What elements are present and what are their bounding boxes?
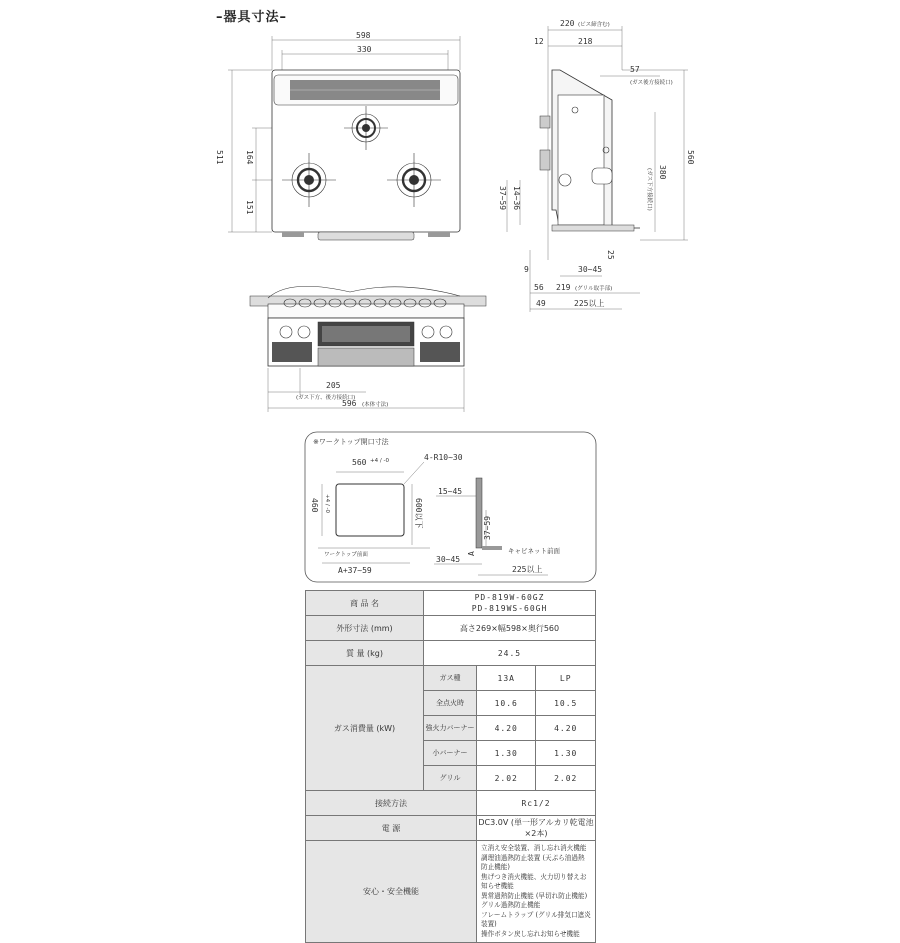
connect-label: 接続方法 (306, 791, 477, 816)
dim-49: 49 (536, 299, 546, 308)
gas-row-label: 小バーナー (424, 741, 477, 766)
dim-225: 225以上 (574, 299, 605, 308)
cutout-cabinet: キャビネット前面 (508, 547, 560, 555)
spec-row-connect (306, 791, 596, 816)
cutout-d30-45: 30~45 (436, 555, 461, 564)
cutout-box (305, 432, 596, 582)
dim-596-note: (本体寸法) (362, 402, 389, 408)
dim-380: 380 (658, 165, 667, 180)
gas-13a: 2.02 (477, 766, 536, 791)
gas-lp: 10.5 (536, 691, 596, 716)
safety-list (477, 841, 596, 943)
gas-13a: 4.20 (477, 716, 536, 741)
safety-item: 立消え安全装置、消し忘れ消火機能 (481, 844, 587, 852)
dim-164: 164 (245, 150, 254, 165)
top-view-drawing (215, 31, 460, 240)
connect-value: Rc1/2 (477, 791, 596, 816)
cutout-inner: 600以下 (414, 498, 423, 529)
dim-511: 511 (215, 150, 224, 165)
weight-value: 24.5 (424, 641, 596, 666)
safety-item: 操作ボタン戻し忘れお知らせ機能 (481, 929, 580, 938)
spec-row-weight (306, 641, 596, 666)
spec-row-product (306, 591, 596, 616)
gas-row-label: 全点火時 (424, 691, 477, 716)
side-view-drawing (498, 19, 695, 312)
cutout-d15-45: 15~45 (438, 487, 463, 496)
gas-lp: LP (536, 666, 596, 691)
cutout-d225: 225以上 (512, 565, 543, 574)
dim-330: 330 (357, 45, 372, 54)
spec-row-power (306, 816, 596, 841)
weight-label: 質 量 (kg) (306, 641, 424, 666)
dim-9: 9 (524, 265, 529, 274)
product-name-2: PD-819WS-60GH (471, 604, 548, 613)
cutout-radius: 4-R10~30 (424, 453, 463, 462)
dim-12: 12 (534, 37, 544, 46)
gas-group-label: ガス消費量 (kW) (306, 666, 424, 791)
size-label: 外形寸法 (mm) (306, 616, 424, 641)
gas-13a: 10.6 (477, 691, 536, 716)
front-view-drawing (250, 286, 486, 412)
gas-row-label: グリル (424, 766, 477, 791)
dim-219: 219 (556, 283, 571, 292)
cutout-w560: 560 (352, 458, 367, 467)
dim-30-45: 30~45 (578, 265, 603, 274)
safety-item: 異常過熱防止機能 (早切れ防止機能) (481, 891, 588, 900)
power-label: 電 源 (306, 816, 477, 841)
dim-220: 220 (560, 19, 575, 28)
dim-205-note: (ガス下方、後方接続口) (296, 395, 356, 401)
cutout-h460: 460 (310, 498, 319, 513)
gas-row-label: ガス種 (424, 666, 477, 691)
size-value: 高さ269×幅598×奥行560 (424, 616, 596, 641)
dim-14-36: 14~36 (512, 186, 521, 211)
safety-item: グリル過熱防止機能 (481, 901, 541, 909)
dim-218: 218 (578, 37, 593, 46)
dim-560: 560 (686, 150, 695, 165)
dim-25: 25 (606, 250, 615, 260)
dim-220-note: (ビス締含む) (578, 22, 610, 28)
cutout-d37-59: 37~59 (483, 515, 492, 540)
product-name-1: PD-819W-60GZ (474, 593, 545, 602)
spec-row-size (306, 616, 596, 641)
dim-56: 56 (534, 283, 544, 292)
gas-lp: 1.30 (536, 741, 596, 766)
power-value: DC3.0V (単一形アルカリ乾電池×2本) (477, 816, 596, 841)
cutout-w560-tol: +4 / -0 (370, 458, 389, 464)
gas-row (306, 666, 596, 691)
dim-596: 596 (342, 399, 357, 408)
dim-219-note: (グリル取手部) (575, 286, 613, 292)
cutout-title: ※ワークトップ開口寸法 (313, 438, 389, 446)
dim-598: 598 (356, 31, 371, 40)
cutout-d-a: A (467, 551, 476, 556)
cutout-h460-tol: +4 / -0 (324, 494, 330, 513)
dim-205: 205 (326, 381, 341, 390)
safety-item: フレームトラップ (グリル排気口遮炎装置) (481, 910, 591, 928)
safety-label: 安心・安全機能 (306, 841, 477, 943)
safety-item: 焦げつき消火機能、火力切り替えお知らせ機能 (481, 872, 587, 890)
spec-table (305, 590, 596, 943)
gas-13a: 1.30 (477, 741, 536, 766)
dim-380-note: (ガス下方接続口) (646, 168, 652, 211)
dim-57: 57 (630, 65, 640, 74)
cutout-depth-a: A+37~59 (338, 566, 372, 575)
section-title: –器具寸法– (216, 10, 288, 25)
gas-13a: 13A (477, 666, 536, 691)
dim-37-59: 37~59 (498, 186, 507, 211)
cutout-label-front: ワークトップ前面 (324, 552, 368, 558)
dim-151: 151 (245, 200, 254, 215)
spec-row-safety (306, 841, 596, 943)
product-label: 商 品 名 (306, 591, 424, 616)
gas-row-label: 強火力バーナー (424, 716, 477, 741)
dim-57-note: (ガス後方接続口) (630, 80, 673, 86)
gas-lp: 4.20 (536, 716, 596, 741)
gas-lp: 2.02 (536, 766, 596, 791)
safety-item: 調理油過熱防止装置 (天ぷら油過熱防止機能) (481, 853, 585, 871)
